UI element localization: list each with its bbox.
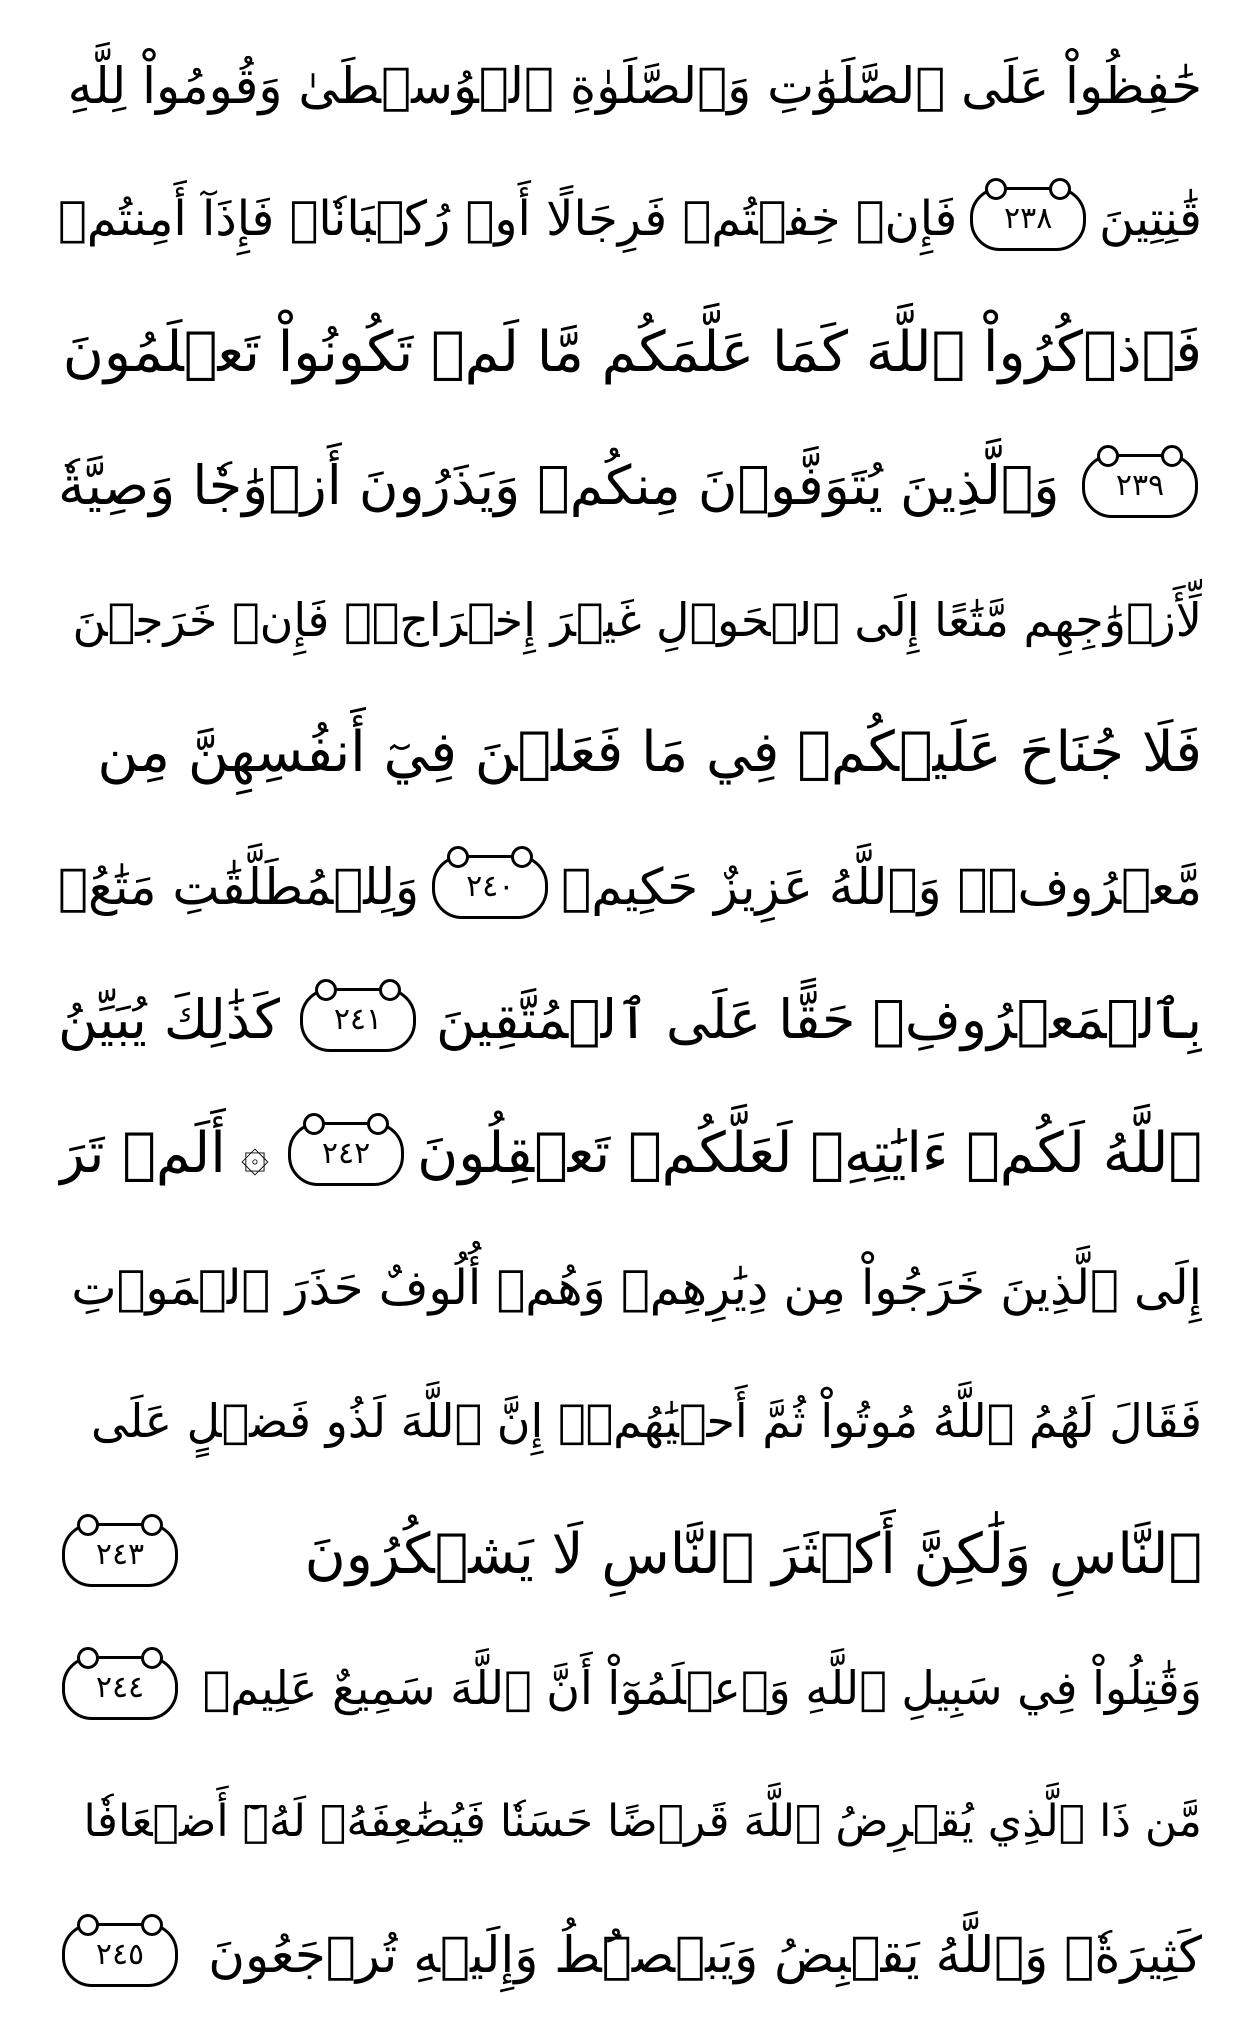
ayah-number-marker: ٢٤٣ xyxy=(62,1523,178,1587)
verse-line-14 xyxy=(58,1764,1202,1879)
ayah-number-marker: ٢٣٨ xyxy=(970,187,1086,251)
verse-line-15 xyxy=(58,1898,1202,2013)
ayah-number-marker: ٢٤٠ xyxy=(432,855,548,919)
verse-text: لِّأَزۡوَٰجِهِم مَّتَٰعًا إِلَى ٱلۡحَوۡلِ غَيۡرَ إِخۡرَاجٖۚ فَإِنۡ خَرَجۡنَ xyxy=(72,592,1202,647)
verse-line-9 xyxy=(58,1097,1202,1212)
verse-text: إِلَى ٱلَّذِينَ خَرَجُواْ مِن دِيَٰرِهِمۡ وَهُمۡ أُلُوفٌ حَذَرَ ٱلۡمَوۡتِ xyxy=(71,1259,1202,1316)
hizb-marker-icon: ۞ xyxy=(240,1126,269,1182)
verse-text: فَإِنۡ خِفۡتُمۡ فَرِجَالًا أَوۡ رُكۡبَانٗاۖ فَإِذَآ أَمِنتُمۡ xyxy=(58,191,958,248)
verse-text: أَلَمۡ تَرَ xyxy=(58,1121,226,1186)
verse-text: كَذَٰلِكَ يُبَيِّنُ xyxy=(58,988,280,1052)
verse-text: ٱلنَّاسِ وَلَٰكِنَّ أَكۡثَرَ ٱلنَّاسِ لَا يَشۡكُرُونَ xyxy=(304,1521,1202,1587)
verse-line-10 xyxy=(58,1230,1202,1345)
verse-line-13 xyxy=(58,1631,1202,1746)
verse-line-2 xyxy=(58,162,1202,277)
ayah-number-marker: ٢٤٤ xyxy=(62,1656,178,1720)
verse-line-1 xyxy=(58,28,1202,143)
verse-text: قَٰنِتِينَ xyxy=(1099,191,1202,248)
verse-text: مَّن ذَا ٱلَّذِي يُقۡرِضُ ٱللَّهَ قَرۡضًا حَسَنٗا فَيُضَٰعِفَهُۥ لَهُۥٓ أَضۡعَافٗا xyxy=(83,1795,1202,1847)
verse-text: وَقَٰتِلُواْ فِي سَبِيلِ ٱللَّهِ وَٱعۡلَمُوٓاْ أَنَّ ٱللَّهَ سَمِيعٌ عَلِيمٞ xyxy=(202,1661,1202,1716)
verse-text: وَلِلۡمُطَلَّقَٰتِ مَتَٰعُۢ xyxy=(58,857,420,916)
verse-text: فَقَالَ لَهُمُ ٱللَّهُ مُوتُواْ ثُمَّ أَحۡيَٰهُمۡۚ إِنَّ ٱللَّهَ لَذُو فَضۡلٍ عَلَى xyxy=(91,1394,1202,1449)
verse-lines xyxy=(58,28,1202,2013)
verse-text: ٱللَّهُ لَكُمۡ ءَايَٰتِهِۦ لَعَلَّكُمۡ تَعۡقِلُونَ xyxy=(417,1121,1202,1186)
ayah-number-marker: ٢٤٥ xyxy=(62,1923,178,1987)
verse-line-5 xyxy=(58,562,1202,677)
verse-text: مَّعۡرُوفٖۗ وَٱللَّهُ عَزِيزٌ حَكِيمٞ xyxy=(561,857,1202,916)
verse-line-4 xyxy=(58,429,1202,544)
verse-line-6 xyxy=(58,696,1202,811)
verse-text: فَٱذۡكُرُواْ ٱللَّهَ كَمَا عَلَّمَكُم مَّا لَمۡ تَكُونُواْ تَعۡلَمُونَ xyxy=(62,319,1202,385)
verse-text: كَثِيرَةٗۚ وَٱللَّهُ يَقۡبِضُ وَيَبۡصُۜطُ وَإِلَيۡهِ تُرۡجَعُونَ xyxy=(208,1926,1202,1985)
verse-line-12 xyxy=(58,1497,1202,1612)
verse-line-7 xyxy=(58,829,1202,944)
verse-text: فَلَا جُنَاحَ عَلَيۡكُمۡ فِي مَا فَعَلۡنَ فِيٓ أَنفُسِهِنَّ مِن xyxy=(97,720,1202,786)
verse-line-11 xyxy=(58,1364,1202,1479)
verse-line-8 xyxy=(58,963,1202,1078)
ayah-number-marker: ٢٤٢ xyxy=(288,1122,404,1186)
verse-line-3 xyxy=(58,295,1202,410)
verse-text: بِٱلۡمَعۡرُوفِۖ حَقًّا عَلَى ٱلۡمُتَّقِينَ xyxy=(436,988,1202,1052)
ayah-number-marker: ٢٣٩ xyxy=(1082,454,1198,518)
ayah-number-marker: ٢٤١ xyxy=(300,988,416,1052)
verse-text: وَٱلَّذِينَ يُتَوَفَّوۡنَ مِنكُمۡ وَيَذَرُونَ أَزۡوَٰجٗا وَصِيَّةٗ xyxy=(58,454,1060,518)
verse-text: حَٰفِظُواْ عَلَى ٱلصَّلَوَٰتِ وَٱلصَّلَوٰةِ ٱلۡوُسۡطَىٰ وَقُومُواْ لِلَّهِ xyxy=(67,56,1202,115)
